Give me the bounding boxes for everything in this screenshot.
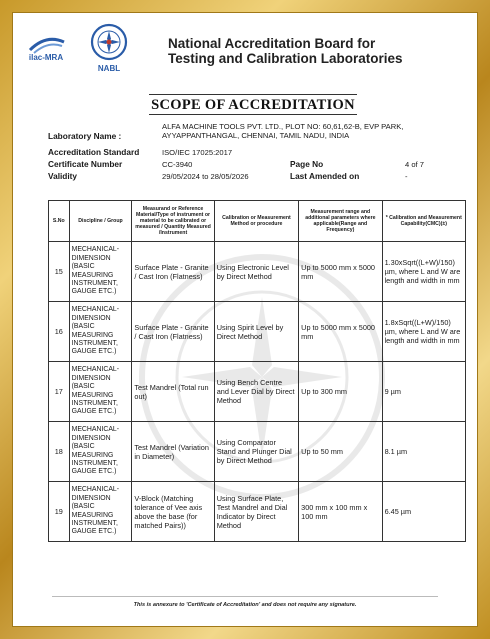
cell-discipline [69, 482, 132, 542]
discipline-line: MECHANICAL- [71, 426, 120, 434]
discipline-line: MECHANICAL- [71, 306, 120, 314]
header [22, 16, 468, 76]
cell-measurand: Surface Plate - Granite / Cast Iron (Flatness) [132, 242, 214, 302]
cell-method: Using Bench Centre and Lever Dial by Direct Method [214, 362, 298, 422]
standard-value: ISO/IEC 17025:2017 [162, 148, 233, 157]
discipline-line: GAUGE ETC.) [71, 288, 117, 296]
lab-name-line2: AYYAPPANTHANGAL, CHENNAI, TAMIL NADU, INDIA [162, 131, 350, 140]
cell-measurand: V-Block (Matching tolerance of Vee axis above the base (for matched Pairs)) [132, 482, 214, 542]
discipline-line: GAUGE ETC.) [71, 408, 117, 416]
cell-measurand: Surface Plate - Granite / Cast Iron (Flatness) [132, 302, 214, 362]
header-cmc: * Calibration and Measurement Capability(CMC)(±) [382, 201, 465, 242]
nabl-logo [80, 22, 138, 74]
header-measurand: Measurand or Reference Material/Type of instrument or material to be calibrated or measured / Quantity Measured /Instrument [132, 201, 214, 242]
cell-measurand: Test Mandrel (Total run out) [132, 362, 214, 422]
validity-value: 29/05/2024 to 28/05/2026 [162, 172, 249, 181]
discipline-line: INSTRUMENT, [71, 279, 118, 287]
discipline-line: (BASIC [71, 323, 95, 331]
discipline-line: GAUGE ETC.) [71, 528, 117, 536]
discipline-line: MEASURING [71, 271, 114, 279]
discipline-line: INSTRUMENT, [71, 339, 118, 347]
cell-sno: 18 [49, 422, 70, 482]
discipline-line: MECHANICAL- [71, 486, 120, 494]
table-row [49, 242, 466, 302]
amended-label: Last Amended on [290, 171, 360, 181]
nabl-logo-text: NABL [97, 64, 121, 73]
table-row [49, 302, 466, 362]
header-sno: S.No [49, 201, 70, 242]
scope-table [48, 200, 466, 542]
discipline-line: INSTRUMENT, [71, 399, 118, 407]
discipline-line: GAUGE ETC.) [71, 468, 117, 476]
discipline-line: (BASIC [71, 383, 95, 391]
cell-sno: 19 [49, 482, 70, 542]
cell-range: Up to 5000 mm x 5000 mm [299, 302, 382, 362]
table-header-row [49, 201, 466, 242]
cell-discipline [69, 422, 132, 482]
discipline-line: MECHANICAL- [71, 246, 120, 254]
validity-label: Validity [48, 171, 78, 181]
amended-value: - [405, 172, 408, 181]
cell-measurand: Test Mandrel (Variation in Diameter) [132, 422, 214, 482]
document-title [149, 86, 357, 116]
cell-cmc: 6.45 µm [382, 482, 465, 542]
certificate-label: Certificate Number [48, 159, 123, 169]
discipline-line: INSTRUMENT, [71, 459, 118, 467]
cell-method: Using Electronic Level by Direct Method [214, 242, 298, 302]
board-title [168, 36, 458, 66]
cell-method: Using Surface Plate, Test Mandrel and Dial Indicator by Direct Method [214, 482, 298, 542]
cell-range: Up to 50 mm [299, 422, 382, 482]
cell-discipline [69, 362, 132, 422]
discipline-line: MEASURING [71, 391, 114, 399]
cell-sno: 15 [49, 242, 70, 302]
cell-range: Up to 5000 mm x 5000 mm [299, 242, 382, 302]
table-row [49, 482, 466, 542]
ilac-mra-logo [24, 30, 68, 64]
ilac-logo-text: ilac-MRA [28, 53, 64, 62]
footer-divider [52, 596, 438, 597]
discipline-line: (BASIC [71, 263, 95, 271]
certificate-value: CC-3940 [162, 160, 193, 169]
cell-cmc: 8.1 µm [382, 422, 465, 482]
header-range: Measurement range and additional parameters where applicable(Range and Frequency) [299, 201, 382, 242]
page-value: 4 of 7 [405, 160, 424, 169]
board-title-line2: Testing and Calibration Laboratories [168, 51, 403, 66]
discipline-line: MEASURING [71, 511, 114, 519]
discipline-line: MEASURING [71, 331, 114, 339]
discipline-line: (BASIC [71, 443, 95, 451]
header-discipline: Discipline / Group [69, 201, 132, 242]
standard-label: Accreditation Standard [48, 147, 140, 157]
discipline-line: DIMENSION [71, 494, 111, 502]
cell-cmc: 1.8xSqrt((L+W)/150) µm, where L and W are length and width in mm [382, 302, 465, 362]
cell-method: Using Spirit Level by Direct Method [214, 302, 298, 362]
header-method: Calibration or Measurement Method or procedure [214, 201, 298, 242]
table-row [49, 362, 466, 422]
cell-method: Using Comparator Stand and Plunger Dial by Direct Method [214, 422, 298, 482]
cell-range: Up to 300 mm [299, 362, 382, 422]
board-title-line1: National Accreditation Board for [168, 36, 376, 51]
footer-note: This is annexure to 'Certificate of Accreditation' and does not require any signature. [133, 602, 357, 608]
discipline-line: GAUGE ETC.) [71, 348, 117, 356]
cell-cmc: 1.30xSqrt((L+W)/150) µm, where L and W are length and width in mm [382, 242, 465, 302]
discipline-line: INSTRUMENT, [71, 519, 118, 527]
discipline-line: MECHANICAL- [71, 366, 120, 374]
cell-sno: 16 [49, 302, 70, 362]
cell-sno: 17 [49, 362, 70, 422]
discipline-line: (BASIC [71, 503, 95, 511]
lab-name-label: Laboratory Name : [48, 131, 122, 141]
cell-discipline [69, 302, 132, 362]
discipline-line: DIMENSION [71, 314, 111, 322]
discipline-line: MEASURING [71, 451, 114, 459]
lab-name-line1: ALFA MACHINE TOOLS PVT. LTD., PLOT NO: 60,61,62-B, EVP PARK, [162, 122, 404, 131]
cell-discipline [69, 242, 132, 302]
discipline-line: DIMENSION [71, 374, 111, 382]
cell-range: 300 mm x 100 mm x 100 mm [299, 482, 382, 542]
page-label: Page No [290, 159, 324, 169]
cell-cmc: 9 µm [382, 362, 465, 422]
discipline-line: DIMENSION [71, 254, 111, 262]
certificate-page [12, 12, 478, 627]
discipline-line: DIMENSION [71, 434, 111, 442]
document-title-text: SCOPE OF ACCREDITATION [151, 97, 355, 113]
table-row [49, 422, 466, 482]
